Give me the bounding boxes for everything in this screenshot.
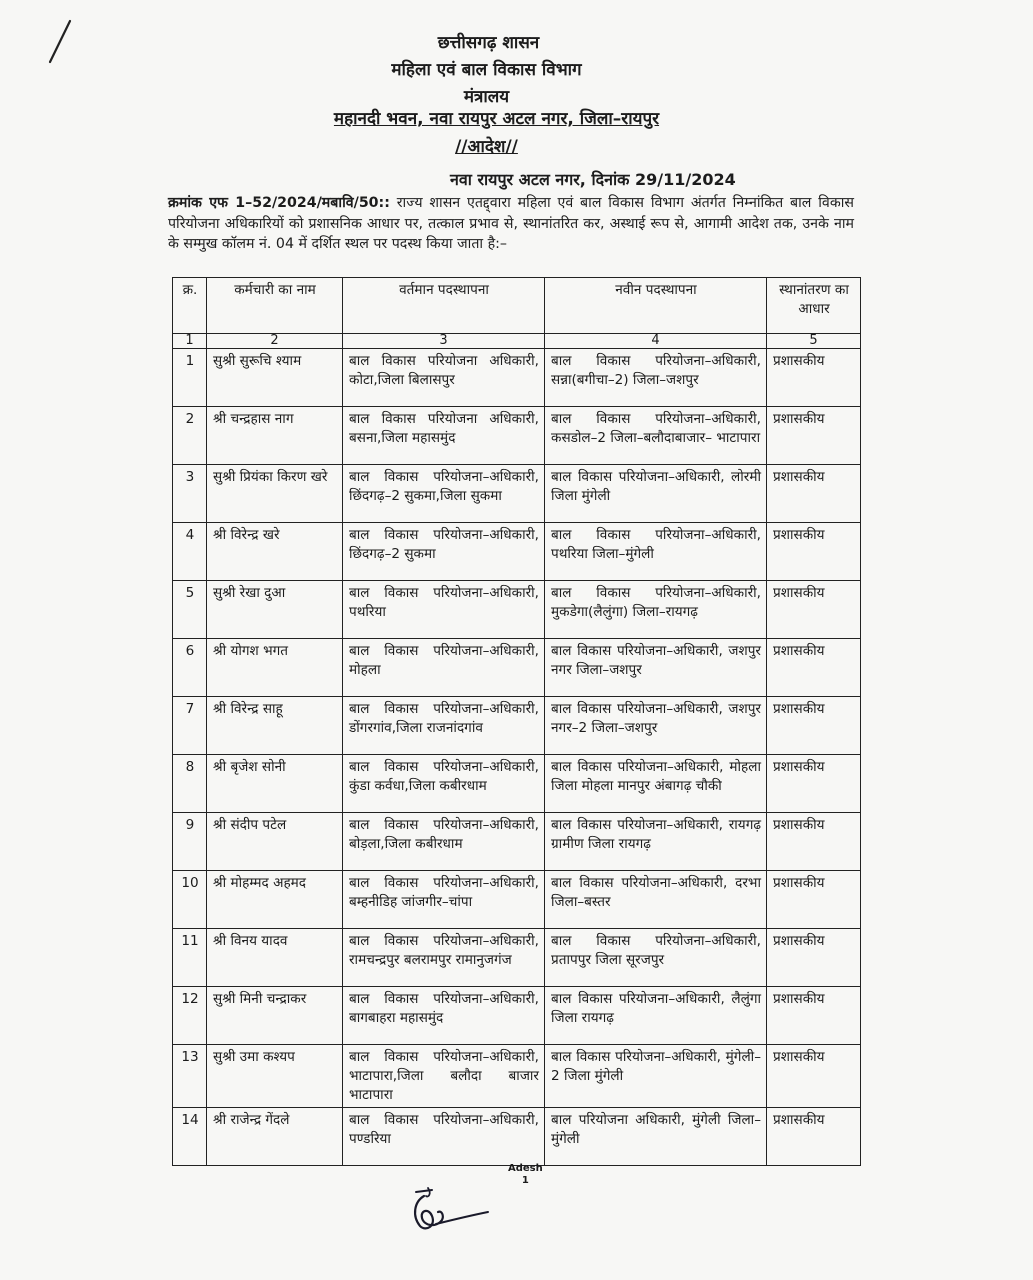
row-transfer-basis-cell: प्रशासकीय: [767, 407, 861, 465]
row-name-cell: श्री राजेन्द्र गेंदले: [207, 1108, 343, 1166]
row-name-cell: सुश्री सुरूचि श्याम: [207, 349, 343, 407]
row-transfer-basis-cell: प्रशासकीय: [767, 523, 861, 581]
signature-icon: [402, 1186, 502, 1242]
table-row: [173, 987, 861, 1045]
footer-label-text: Adesh: [508, 1163, 543, 1174]
row-name-cell: श्री बृजेश सोनी: [207, 755, 343, 813]
row-new-posting-cell: बाल परियोजना अधिकारी, मुंगेली जिला–मुंगेली: [545, 1108, 767, 1166]
row-name-cell: श्री चन्द्रहास नाग: [207, 407, 343, 465]
row-new-posting-cell: बाल विकास परियोजना–अधिकारी, कसडोल–2 जिला–बलौदाबाजार– भाटापारा: [545, 407, 767, 465]
row-serial-cell: 7: [173, 697, 207, 755]
row-name-cell: श्री विरेन्द्र खरे: [207, 523, 343, 581]
row-serial-cell: 10: [173, 871, 207, 929]
row-current-posting-cell: बाल विकास परियोजना–अधिकारी, पथरिया: [343, 581, 545, 639]
column-header-serial: क्र.: [173, 278, 207, 334]
row-serial-cell: 11: [173, 929, 207, 987]
row-current-posting-cell: बाल विकास परियोजना–अधिकारी, छिंदगढ़–2 सुकमा: [343, 523, 545, 581]
row-name-cell: श्री मोहम्मद अहमद: [207, 871, 343, 929]
row-name-cell: श्री विनय यादव: [207, 929, 343, 987]
page-number: 1: [521, 1175, 529, 1186]
row-transfer-basis-cell: प्रशासकीय: [767, 581, 861, 639]
table-row: [173, 813, 861, 871]
row-name-cell: श्री विरेन्द्र साहू: [207, 697, 343, 755]
row-name-cell: सुश्री रेखा दुआ: [207, 581, 343, 639]
row-serial-cell: 14: [173, 1108, 207, 1166]
row-serial-cell: 13: [173, 1045, 207, 1108]
row-serial-cell: 8: [173, 755, 207, 813]
row-current-posting-cell: बाल विकास परियोजना–अधिकारी, बोड़ला,जिला कबीरधाम: [343, 813, 545, 871]
row-serial-cell: 4: [173, 523, 207, 581]
row-transfer-basis-cell: प्रशासकीय: [767, 349, 861, 407]
table-row: [173, 929, 861, 987]
row-transfer-basis-cell: प्रशासकीय: [767, 871, 861, 929]
table-row: [173, 1108, 861, 1166]
column-number: 4: [545, 334, 767, 349]
table-row: [173, 755, 861, 813]
row-new-posting-cell: बाल विकास परियोजना–अधिकारी, मुंगेली–2 जिला मुंगेली: [545, 1045, 767, 1108]
column-header-new-posting: नवीन पदस्थापना: [545, 278, 767, 334]
row-serial-cell: 12: [173, 987, 207, 1045]
order-intro-paragraph: [168, 193, 854, 255]
row-current-posting-cell: बाल विकास परियोजना–अधिकारी, भाटापारा,जिला बलौदा बाजार भाटापारा: [343, 1045, 545, 1108]
row-transfer-basis-cell: प्रशासकीय: [767, 697, 861, 755]
office-address: महानदी भवन, नवा रायपुर अटल नगर, जिला–रायपुर: [333, 109, 660, 129]
row-new-posting-cell: बाल विकास परियोजना–अधिकारी, मोहला जिला मोहला मानपुर अंबागढ़ चौकी: [545, 755, 767, 813]
row-current-posting-cell: बाल विकास परियोजना–अधिकारी, पण्डरिया: [343, 1108, 545, 1166]
row-serial-cell: 5: [173, 581, 207, 639]
column-number: 1: [173, 334, 207, 349]
order-intro-text: राज्य शासन एतद्द्वारा महिला एवं बाल विकास विभाग अंतर्गत निम्नांकित बाल विकास परियोजना अधिकारियों को प्रशासनिक आधार पर, तत्काल प्रभाव से, स्थानांतरित कर, अस्थाई रूप से, आगामी आदेश तक, उनके नाम के सम्मुख कॉलम नं. 04 में दर्शित स्थल पर पदस्थ किया जाता है:–: [168, 195, 854, 252]
row-transfer-basis-cell: प्रशासकीय: [767, 929, 861, 987]
row-name-cell: सुश्री प्रियंका किरण खरे: [207, 465, 343, 523]
department-name: महिला एवं बाल विकास विभाग: [391, 60, 582, 80]
table-row: [173, 871, 861, 929]
row-transfer-basis-cell: प्रशासकीय: [767, 755, 861, 813]
row-serial-cell: 6: [173, 639, 207, 697]
table-row: [173, 349, 861, 407]
table-row: [173, 465, 861, 523]
table-row: [173, 639, 861, 697]
row-current-posting-cell: बाल विकास परियोजना–अधिकारी, छिंदगढ़–2 सुकमा,जिला सुकमा: [343, 465, 545, 523]
row-new-posting-cell: बाल विकास परियोजना–अधिकारी, रायगढ़ ग्रामीण जिला रायगढ़: [545, 813, 767, 871]
column-number: 3: [343, 334, 545, 349]
row-serial-cell: 1: [173, 349, 207, 407]
order-dateline: नवा रायपुर अटल नगर, दिनांक 29/11/2024: [450, 170, 736, 189]
row-transfer-basis-cell: प्रशासकीय: [767, 1108, 861, 1166]
row-current-posting-cell: बाल विकास परियोजना–अधिकारी, डोंगरगांव,जिला राजनांदगांव: [343, 697, 545, 755]
row-new-posting-cell: बाल विकास परियोजना–अधिकारी, प्रतापपुर जिला सूरजपुर: [545, 929, 767, 987]
row-new-posting-cell: बाल विकास परियोजना–अधिकारी, जशपुर नगर जिला–जशपुर: [545, 639, 767, 697]
row-transfer-basis-cell: प्रशासकीय: [767, 639, 861, 697]
order-reference-number: क्रमांक एफ 1–52/2024/मबावि/50::: [168, 195, 390, 211]
column-number-row: [173, 334, 861, 349]
table-row: [173, 581, 861, 639]
row-current-posting-cell: बाल विकास परियोजना–अधिकारी, बम्हनीडिह जांजगीर–चांपा: [343, 871, 545, 929]
row-new-posting-cell: बाल विकास परियोजना–अधिकारी, पथरिया जिला–मुंगेली: [545, 523, 767, 581]
row-serial-cell: 9: [173, 813, 207, 871]
row-current-posting-cell: बाल विकास परियोजना–अधिकारी, रामचन्द्रपुर बलरामपुर रामानुजगंज: [343, 929, 545, 987]
row-transfer-basis-cell: प्रशासकीय: [767, 465, 861, 523]
row-transfer-basis-cell: प्रशासकीय: [767, 1045, 861, 1108]
table-header-row: [173, 278, 861, 334]
table-row: [173, 697, 861, 755]
column-header-transfer-basis: स्थानांतरण का आधार: [767, 278, 861, 334]
row-name-cell: श्री योगश भगत: [207, 639, 343, 697]
government-name: छत्तीसगढ़ शासन: [437, 33, 540, 53]
row-new-posting-cell: बाल विकास परियोजना–अधिकारी, सन्ना(बगीचा–2) जिला–जशपुर: [545, 349, 767, 407]
row-serial-cell: 3: [173, 465, 207, 523]
row-current-posting-cell: बाल विकास परियोजना–अधिकारी, बागबाहरा महासमुंद: [343, 987, 545, 1045]
row-new-posting-cell: बाल विकास परियोजना–अधिकारी, मुकडेगा(लैलुंगा) जिला–रायगढ़: [545, 581, 767, 639]
row-name-cell: सुश्री मिनी चन्द्राकर: [207, 987, 343, 1045]
row-serial-cell: 2: [173, 407, 207, 465]
column-header-current-posting: वर्तमान पदस्थापना: [343, 278, 545, 334]
row-new-posting-cell: बाल विकास परियोजना–अधिकारी, जशपुर नगर–2 जिला–जशपुर: [545, 697, 767, 755]
office-name: मंत्रालय: [463, 87, 510, 107]
table-row: [173, 1045, 861, 1108]
row-new-posting-cell: बाल विकास परियोजना–अधिकारी, दरभा जिला–बस्तर: [545, 871, 767, 929]
row-transfer-basis-cell: प्रशासकीय: [767, 813, 861, 871]
row-transfer-basis-cell: प्रशासकीय: [767, 987, 861, 1045]
order-title: //आदेश//: [455, 137, 518, 157]
column-number: 5: [767, 334, 861, 349]
column-number: 2: [207, 334, 343, 349]
row-new-posting-cell: बाल विकास परियोजना–अधिकारी, लैलुंगा जिला रायगढ़: [545, 987, 767, 1045]
row-name-cell: श्री संदीप पटेल: [207, 813, 343, 871]
column-header-name: कर्मचारी का नाम: [207, 278, 343, 334]
footer-label: [508, 1163, 543, 1187]
row-current-posting-cell: बाल विकास परियोजना–अधिकारी, मोहला: [343, 639, 545, 697]
row-current-posting-cell: बाल विकास परियोजना अधिकारी, बसना,जिला महासमुंद: [343, 407, 545, 465]
row-current-posting-cell: बाल विकास परियोजना अधिकारी, कोटा,जिला बिलासपुर: [343, 349, 545, 407]
table-row: [173, 407, 861, 465]
table-body: [173, 349, 861, 1166]
row-new-posting-cell: बाल विकास परियोजना–अधिकारी, लोरमी जिला मुंगेली: [545, 465, 767, 523]
row-name-cell: सुश्री उमा कश्यप: [207, 1045, 343, 1108]
table-row: [173, 523, 861, 581]
row-current-posting-cell: बाल विकास परियोजना–अधिकारी, कुंडा कर्वधा,जिला कबीरधाम: [343, 755, 545, 813]
transfer-table: [172, 277, 861, 1166]
